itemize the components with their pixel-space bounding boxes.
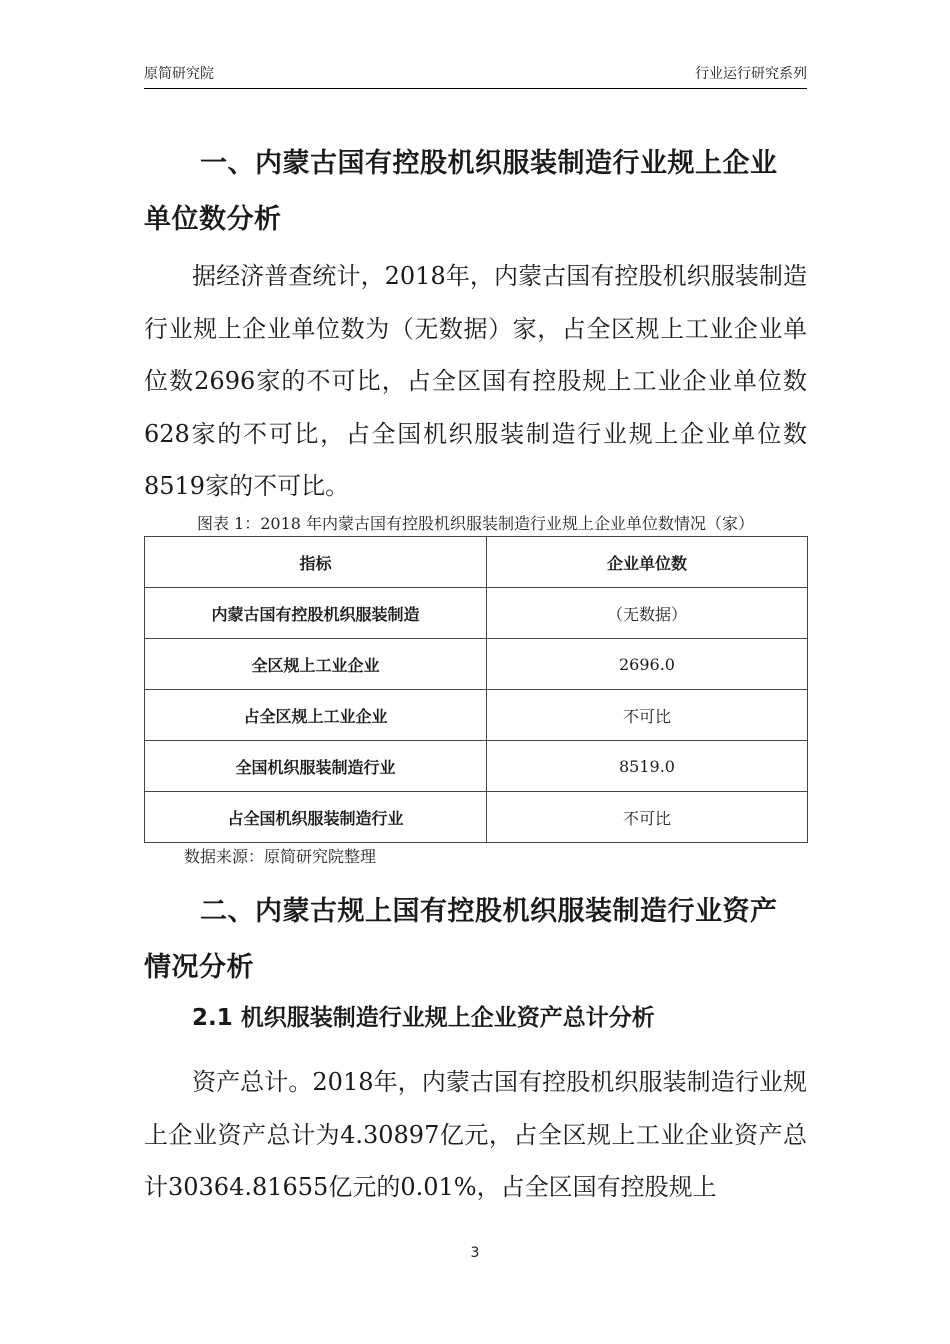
row-value: 不可比	[487, 690, 808, 741]
table-row	[145, 639, 808, 690]
section-1-heading-line1: 一、内蒙古国有控股机织服装制造行业规上企业	[200, 148, 778, 179]
table-header-indicator: 指标	[145, 537, 487, 588]
table-row	[145, 741, 808, 792]
table-row	[145, 588, 808, 639]
table-row	[145, 690, 808, 741]
header-series-name: 行业运行研究系列	[695, 66, 807, 82]
row-value: 8519.0	[487, 741, 808, 792]
section-1-paragraph: 据经济普查统计，2018年，内蒙古国有控股机织服装制造行业规上企业单位数为（无数据）家，占全区规上工业企业单位数2696家的不可比，占全区国有控股规上工业企业单位数628家的不可比，占全国机织服装制造行业规上企业单位数8519家的不可比。	[144, 262, 807, 500]
row-label: 全区规上工业企业	[145, 639, 487, 690]
row-label: 全国机织服装制造行业	[145, 741, 487, 792]
table-row	[145, 792, 808, 843]
section-1-heading-line2: 单位数分析	[144, 204, 282, 235]
section-2-heading-line2: 情况分析	[144, 952, 254, 983]
page-number: 3	[470, 1245, 480, 1261]
section-2-paragraph: 资产总计。2018年，内蒙古国有控股机织服装制造行业规上企业资产总计为4.30897亿元，占全区规上工业企业资产总计30364.81655亿元的0.01%，占全区国有控股规上	[144, 1068, 807, 1201]
row-label: 内蒙古国有控股机织服装制造	[145, 588, 487, 639]
enterprise-count-table	[144, 536, 808, 843]
row-value: 不可比	[487, 792, 808, 843]
subsection-2-1-heading: 2.1 机织服装制造行业规上企业资产总计分析	[192, 1005, 655, 1031]
row-value: （无数据）	[487, 588, 808, 639]
section-2-heading	[144, 884, 807, 996]
section-2-heading-line1: 二、内蒙古规上国有控股机织服装制造行业资产	[200, 896, 778, 927]
row-label: 占全国机织服装制造行业	[145, 792, 487, 843]
header-org-name: 原简研究院	[144, 66, 214, 82]
table-header-row	[145, 537, 808, 588]
row-label: 占全区规上工业企业	[145, 690, 487, 741]
table-header-count: 企业单位数	[487, 537, 808, 588]
table-caption: 图表 1：2018 年内蒙古国有控股机织服装制造行业规上企业单位数情况（家）	[196, 514, 755, 533]
row-value: 2696.0	[487, 639, 808, 690]
running-header	[144, 62, 807, 89]
table-source-note: 数据来源：原简研究院整理	[184, 847, 377, 866]
section-1-heading	[144, 136, 807, 248]
